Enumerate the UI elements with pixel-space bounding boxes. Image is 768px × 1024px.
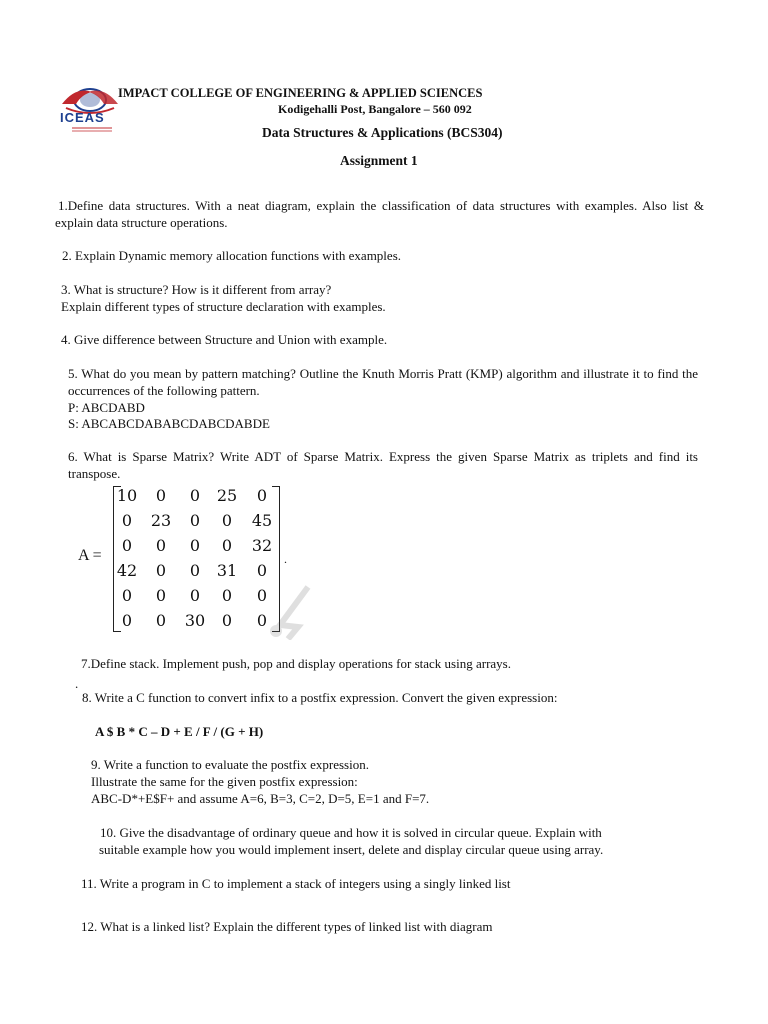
matrix-cell: 0 (189, 561, 201, 580)
matrix-trailing-dot: . (284, 552, 287, 566)
question-12: 12. What is a linked list? Explain the different types of linked list with diagram (81, 919, 493, 934)
matrix-cell: 23 (150, 511, 172, 530)
matrix-cell: 0 (155, 561, 167, 580)
watermark-icon (268, 585, 313, 640)
question-3-line-2: Explain different types of structure declaration with examples. (61, 299, 386, 314)
course-title: Data Structures & Applications (BCS304) (262, 125, 503, 140)
matrix-cell: 45 (251, 511, 273, 530)
question-4: 4. Give difference between Structure and Union with example. (61, 332, 388, 347)
question-3-line-1: 3. What is structure? How is it different from array? (61, 282, 332, 297)
question-9-line-1: 9. Write a function to evaluate the postfix expression. (91, 757, 369, 772)
matrix-cell: 31 (216, 561, 238, 580)
matrix-cell: 0 (189, 511, 201, 530)
college-address: Kodigehalli Post, Bangalore – 560 092 (278, 102, 472, 116)
question-5-string: S: ABCABCDABABCDABCDABDE (68, 416, 270, 431)
matrix-cell: 0 (189, 586, 201, 605)
matrix-cell: 0 (155, 486, 167, 505)
question-7: 7.Define stack. Implement push, pop and display operations for stack using arrays. (81, 656, 511, 671)
matrix-cell: 0 (121, 511, 133, 530)
matrix-cell: 0 (256, 561, 268, 580)
stray-dot: . (75, 676, 79, 691)
logo-text: ICEAS (60, 110, 105, 125)
question-5-pattern: P: ABCDABD (68, 400, 145, 415)
matrix-cell: 0 (256, 611, 268, 630)
matrix-cell: 0 (221, 586, 233, 605)
matrix-cell: 0 (256, 586, 268, 605)
matrix-cell: 0 (189, 536, 201, 555)
matrix-cell: 32 (251, 536, 273, 555)
matrix-cell: 25 (216, 486, 238, 505)
question-8: 8. Write a C function to convert infix to a postfix expression. Convert the given expression: (82, 690, 558, 705)
question-9-line-2: Illustrate the same for the given postfix expression: (91, 774, 358, 789)
matrix-cell: 0 (121, 536, 133, 555)
matrix-cell: 0 (155, 611, 167, 630)
matrix-cell: 0 (121, 611, 133, 630)
matrix-cell: 0 (221, 536, 233, 555)
question-11: 11. Write a program in C to implement a stack of integers using a singly linked list (81, 876, 511, 891)
assignment-title: Assignment 1 (340, 153, 418, 168)
question-6: 6. What is Sparse Matrix? Write ADT of Sparse Matrix. Express the given Sparse Matrix as triplets and find its transpose. (68, 449, 698, 481)
matrix-cell: 0 (221, 511, 233, 530)
matrix-cell: 0 (221, 611, 233, 630)
matrix-cell: 0 (189, 486, 201, 505)
question-5: 5. What do you mean by pattern matching? Outline the Knuth Morris Pratt (KMP) algorithm and illustrate it to find the occurrences of the following pattern. (68, 366, 698, 398)
matrix-cell: 0 (155, 536, 167, 555)
question-8-expression: A $ B * C – D + E / F / (G + H) (95, 724, 264, 739)
matrix-cell: 30 (184, 611, 206, 630)
question-10-line-2: suitable example how you would implement insert, delete and display circular queue using array. (99, 842, 604, 857)
matrix-cell: 0 (256, 486, 268, 505)
matrix-cell: 42 (116, 561, 138, 580)
matrix-label: A = (78, 547, 102, 564)
question-2: 2. Explain Dynamic memory allocation functions with examples. (62, 248, 402, 263)
college-logo (52, 84, 128, 132)
question-10-line-1: 10. Give the disadvantage of ordinary queue and how it is solved in circular queue. Explain with (100, 825, 602, 840)
matrix-cell: 0 (155, 586, 167, 605)
college-name: IMPACT COLLEGE OF ENGINEERING & APPLIED SCIENCES (118, 86, 483, 100)
question-9-line-3: ABC-D*+E$F+ and assume A=6, B=3, C=2, D=5, E=1 and F=7. (91, 791, 430, 806)
matrix-cell: 0 (121, 586, 133, 605)
question-1: 1.Define data structures. With a neat diagram, explain the classification of data structures with examples. Also list & explain data structure operations. (55, 198, 704, 230)
matrix-cell: 10 (116, 486, 138, 505)
